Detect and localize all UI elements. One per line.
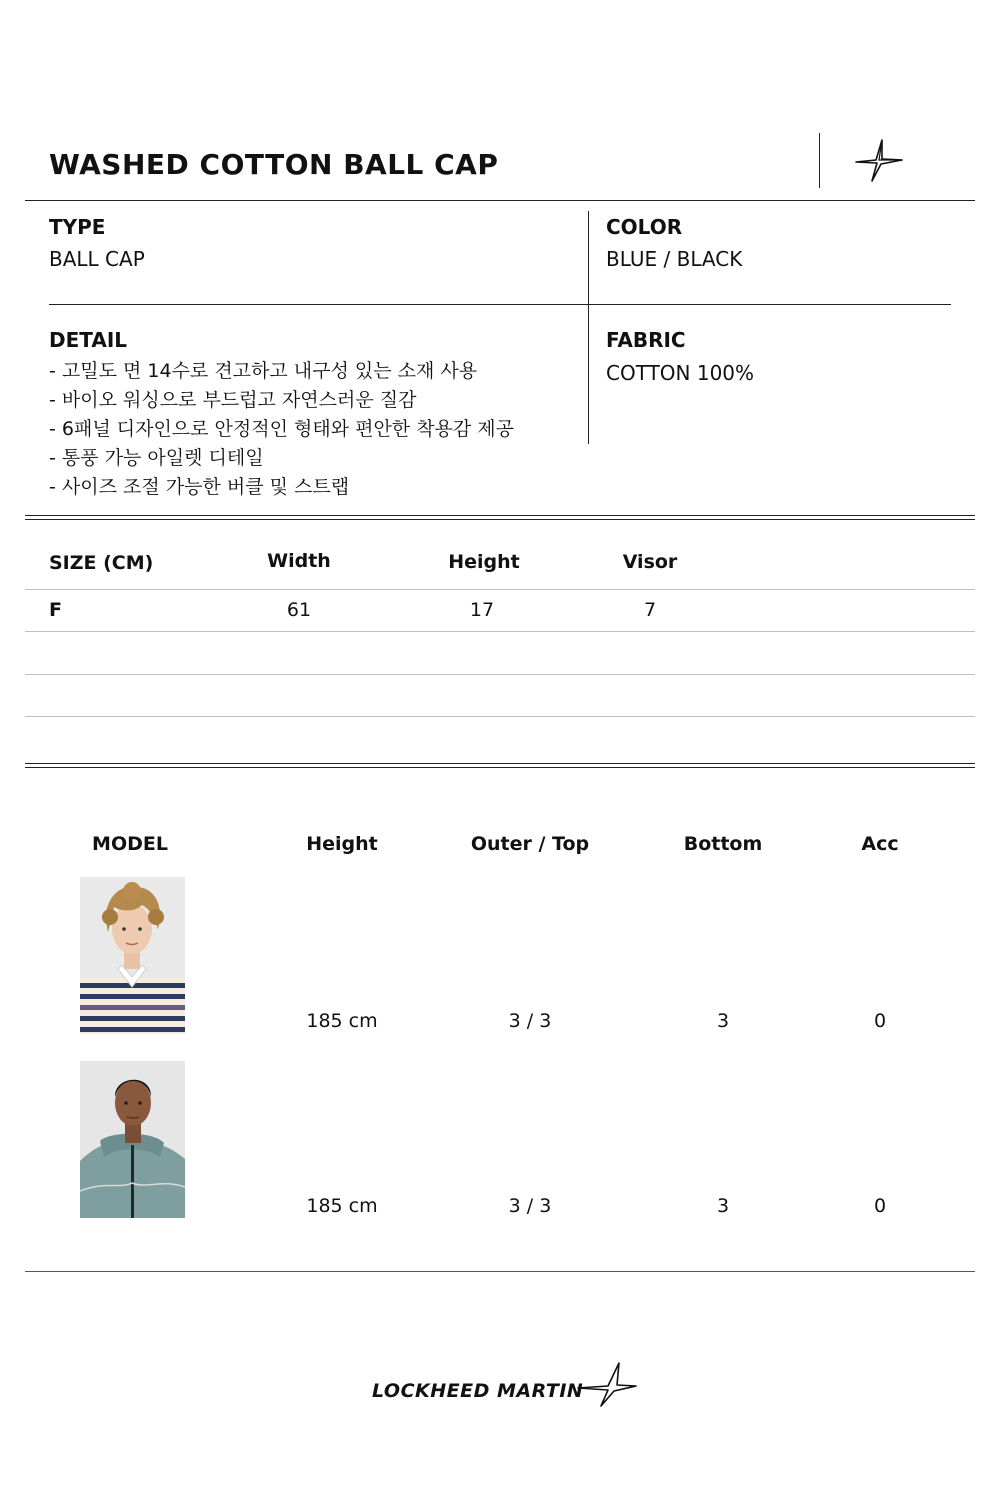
double-rule-bottom bbox=[25, 767, 975, 768]
size-cell-visor: 7 bbox=[643, 599, 657, 621]
detail-line: - 바이오 워싱으로 부드럽고 자연스러운 질감 bbox=[49, 389, 417, 411]
model-height-header: Height bbox=[306, 833, 378, 855]
model-2-bottom: 3 bbox=[716, 1195, 730, 1217]
bottom-header: Bottom bbox=[683, 833, 763, 855]
fabric-label: FABRIC bbox=[606, 328, 686, 352]
detail-line: - 6패널 디자인으로 안정적인 형태와 편안한 착용감 제공 bbox=[49, 418, 515, 440]
brand-logo-text: LOCKHEED MARTIN bbox=[372, 1380, 584, 1402]
visor-header: Visor bbox=[622, 551, 678, 573]
model-1-outer-top: 3 / 3 bbox=[508, 1010, 552, 1032]
model-1-acc: 0 bbox=[873, 1010, 887, 1032]
brand-logo bbox=[372, 1360, 637, 1410]
fabric-value: COTTON 100% bbox=[606, 361, 755, 385]
size-row-divider bbox=[25, 589, 975, 590]
model-1-height: 185 cm bbox=[306, 1010, 378, 1032]
double-rule-top bbox=[25, 515, 975, 516]
double-rule-top bbox=[25, 763, 975, 764]
page-title: WASHED COTTON BALL CAP bbox=[49, 148, 499, 181]
model-header: MODEL bbox=[92, 833, 168, 855]
model-2-acc: 0 bbox=[873, 1195, 887, 1217]
acc-header: Acc bbox=[861, 833, 899, 855]
color-label: COLOR bbox=[606, 215, 683, 239]
detail-line: - 고밀도 면 14수로 견고하고 내구성 있는 소재 사용 bbox=[49, 360, 478, 382]
size-cell-width: 61 bbox=[286, 599, 312, 621]
type-value: BALL CAP bbox=[49, 247, 145, 271]
width-header: Width bbox=[267, 550, 331, 572]
info-column-divider bbox=[588, 211, 589, 444]
detail-label: DETAIL bbox=[49, 328, 128, 352]
detail-line: - 사이즈 조절 가능한 버클 및 스트랩 bbox=[49, 476, 350, 498]
header-divider bbox=[819, 133, 820, 188]
size-row-divider bbox=[25, 674, 975, 675]
header-rule bbox=[25, 200, 975, 201]
model-2-photo bbox=[80, 1061, 185, 1218]
model-1-bottom: 3 bbox=[716, 1010, 730, 1032]
color-value: BLUE / BLACK bbox=[606, 247, 743, 271]
outer-top-header: Outer / Top bbox=[470, 833, 590, 855]
double-rule-bottom bbox=[25, 519, 975, 520]
size-cell-height: 17 bbox=[469, 599, 495, 621]
detail-list bbox=[49, 357, 514, 502]
star-logo-icon bbox=[852, 138, 907, 183]
model-table-rule bbox=[25, 1271, 975, 1272]
type-label: TYPE bbox=[49, 215, 106, 239]
height-header: Height bbox=[448, 551, 520, 573]
size-row-divider bbox=[25, 716, 975, 717]
model-2-height: 185 cm bbox=[306, 1195, 378, 1217]
model-1-photo bbox=[80, 877, 185, 1034]
info-row-divider bbox=[49, 304, 951, 305]
detail-line: - 통풍 가능 아일렛 디테일 bbox=[49, 447, 264, 469]
size-cell-size: F bbox=[49, 599, 62, 621]
size-row-divider bbox=[25, 631, 975, 632]
model-2-outer-top: 3 / 3 bbox=[508, 1195, 552, 1217]
size-header: SIZE (CM) bbox=[49, 552, 154, 574]
